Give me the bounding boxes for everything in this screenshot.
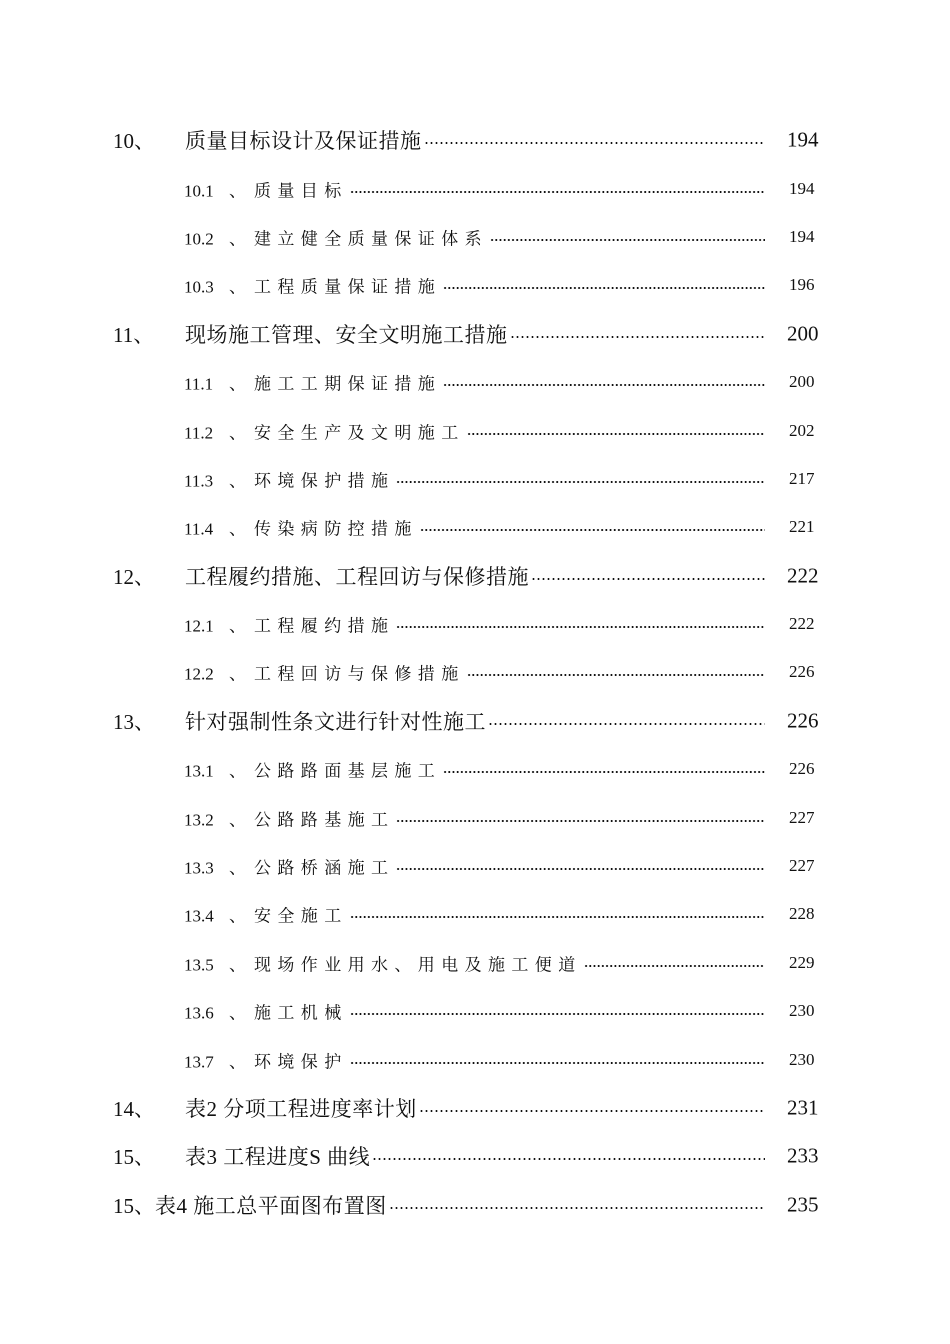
toc-entry-number: 11.3 xyxy=(184,471,214,491)
toc-entry-page-number: 235 xyxy=(787,1192,819,1217)
toc-entry-label xyxy=(184,515,418,540)
toc-subentry[interactable] xyxy=(0,261,950,309)
dot-leader xyxy=(396,481,765,483)
toc-entry[interactable] xyxy=(0,1181,950,1229)
toc-entry-title: 传染病防控措施 xyxy=(254,519,418,539)
toc-entry-title: 现场作业用水、用电及施工便道 xyxy=(254,955,582,975)
toc-subentry[interactable] xyxy=(0,358,950,406)
toc-entry-title: 安全施工 xyxy=(254,906,348,926)
toc-entry[interactable] xyxy=(0,697,950,745)
toc-entry[interactable] xyxy=(0,1132,950,1180)
toc-entry-title: 公路路面基层施工 xyxy=(254,761,442,781)
toc-entry-number: 10.1 xyxy=(184,181,214,201)
toc-entry-label xyxy=(184,854,394,879)
toc-entry-title: 表3 工程进度S 曲线 xyxy=(185,1145,371,1170)
toc-entry-number: 11.2 xyxy=(184,423,214,443)
toc-entry-page-number: 229 xyxy=(789,952,815,972)
toc-entry-label xyxy=(184,370,441,395)
toc-entry-number: 11.4 xyxy=(184,519,214,539)
toc-entry-number: 13.3 xyxy=(184,858,214,878)
toc-entry-separator: 、 xyxy=(229,423,246,443)
toc-entry-title: 表4 施工总平面图布置图 xyxy=(155,1193,387,1218)
toc-entry-separator: 、 xyxy=(229,471,246,491)
toc-entry-separator: 、 xyxy=(229,277,246,297)
toc-entry-label xyxy=(184,612,394,637)
toc-entry-number: 11.1 xyxy=(184,374,214,394)
dot-leader xyxy=(443,384,765,386)
toc-entry-label xyxy=(184,466,394,491)
toc-entry-page-number: 227 xyxy=(789,856,815,876)
toc-entry-title: 工程履约措施、工程回访与保修措施 xyxy=(185,564,529,589)
toc-entry-page-number: 221 xyxy=(789,517,815,537)
dot-leader xyxy=(419,1110,765,1112)
toc-entry-separator: 、 xyxy=(229,810,246,830)
dot-leader xyxy=(372,1158,765,1160)
toc-entry-title: 环境保护 xyxy=(254,1052,348,1072)
toc-subentry[interactable] xyxy=(0,890,950,938)
toc-entry-page-number: 222 xyxy=(787,563,819,588)
toc-entry-number: 14、 xyxy=(113,1097,155,1121)
toc-entry-separator: 、 xyxy=(229,1052,246,1072)
toc-entry-label xyxy=(184,805,394,830)
toc-entry-label xyxy=(184,950,582,975)
toc-subentry[interactable] xyxy=(0,455,950,503)
toc-entry-separator: 、 xyxy=(229,616,246,636)
toc-entry-label xyxy=(184,273,441,298)
dot-leader xyxy=(396,626,765,628)
toc-entry-page-number: 222 xyxy=(789,614,815,634)
toc-entry-separator: 、 xyxy=(229,906,246,926)
toc-entry-title: 公路路基施工 xyxy=(254,810,395,830)
dot-leader xyxy=(467,433,765,435)
toc-entry-label xyxy=(184,1047,348,1072)
toc-entry-separator: 、 xyxy=(229,761,246,781)
toc-entry-label xyxy=(184,660,465,685)
toc-subentry[interactable] xyxy=(0,1035,950,1083)
toc-entry-label xyxy=(184,902,348,927)
dot-leader xyxy=(424,142,766,144)
toc-entry-title: 现场施工管理、安全文明施工措施 xyxy=(185,322,508,347)
dot-leader xyxy=(510,336,766,338)
toc-entry-page-number: 200 xyxy=(789,372,815,392)
toc-entry-label xyxy=(184,418,465,443)
toc-entry-title: 表2 分项工程进度率计划 xyxy=(185,1097,417,1121)
toc-entry-title: 安全生产及文明施工 xyxy=(254,423,465,443)
toc-entry-title: 工程质量保证措施 xyxy=(254,277,442,297)
toc-entry-number: 13.5 xyxy=(184,955,214,975)
toc-entry-title: 施工机械 xyxy=(254,1003,348,1023)
dot-leader xyxy=(350,1013,765,1015)
toc-entry-label xyxy=(184,176,348,201)
toc-entry-page-number: 196 xyxy=(789,275,815,295)
toc-entry-label xyxy=(113,561,529,591)
toc-entry-page-number: 194 xyxy=(789,178,815,198)
toc-subentry[interactable] xyxy=(0,406,950,454)
dot-leader xyxy=(350,916,765,918)
toc-entry-page-number: 233 xyxy=(787,1143,819,1168)
dot-leader xyxy=(467,674,765,676)
toc-subentry[interactable] xyxy=(0,600,950,648)
toc-entry-page-number: 194 xyxy=(789,226,815,246)
toc-entry-number: 15、 xyxy=(113,1193,155,1218)
toc-subentry[interactable] xyxy=(0,793,950,841)
dot-leader xyxy=(584,965,765,967)
toc-entry-title: 工程履约措施 xyxy=(254,616,395,636)
toc-entry-page-number: 226 xyxy=(787,708,819,733)
toc-entry-number: 13.1 xyxy=(184,761,214,781)
toc-entry-separator: 、 xyxy=(229,664,246,684)
toc-entry-number: 12.1 xyxy=(184,616,214,636)
toc-entry-number: 15、 xyxy=(113,1145,155,1170)
toc-entry-separator: 、 xyxy=(229,955,246,975)
toc-entry-separator: 、 xyxy=(229,181,246,201)
toc-entry-page-number: 228 xyxy=(789,904,815,924)
toc-entry-number: 10.2 xyxy=(184,229,214,249)
toc-entry-separator: 、 xyxy=(229,1003,246,1023)
toc-entry-label xyxy=(113,319,508,349)
toc-entry-number: 11、 xyxy=(113,322,155,347)
dot-leader xyxy=(420,529,765,531)
toc-entry[interactable] xyxy=(0,116,950,164)
toc-subentry[interactable] xyxy=(0,842,950,890)
toc-entry-number: 13.4 xyxy=(184,906,214,926)
toc-entry-number: 13.2 xyxy=(184,810,214,830)
toc-entry-number: 10、 xyxy=(113,129,155,154)
toc-entry-number: 12、 xyxy=(113,564,155,589)
dot-leader xyxy=(443,771,765,773)
toc-subentry[interactable] xyxy=(0,987,950,1035)
dot-leader xyxy=(490,239,765,241)
dot-leader xyxy=(389,1207,765,1209)
toc-entry-page-number: 226 xyxy=(789,662,815,682)
toc-entry[interactable] xyxy=(0,310,950,358)
toc-entry-separator: 、 xyxy=(229,229,246,249)
dot-leader xyxy=(531,578,765,580)
toc-entry-separator: 、 xyxy=(229,858,246,878)
toc-entry-title: 建立健全质量保证体系 xyxy=(254,229,488,249)
toc-entry-page-number: 217 xyxy=(789,468,815,488)
toc-subentry[interactable] xyxy=(0,648,950,696)
toc-entry-separator: 、 xyxy=(229,374,246,394)
toc-entry-title: 针对强制性条文进行针对性施工 xyxy=(185,709,486,734)
toc-entry-label xyxy=(184,757,441,782)
toc-entry-label xyxy=(184,999,348,1024)
toc-entry-page-number: 227 xyxy=(789,807,815,827)
dot-leader xyxy=(443,287,765,289)
toc-entry-title: 环境保护措施 xyxy=(254,471,395,491)
table-of-contents xyxy=(0,116,950,1229)
toc-entry[interactable] xyxy=(0,552,950,600)
toc-subentry[interactable] xyxy=(0,503,950,551)
toc-entry-page-number: 202 xyxy=(789,420,815,440)
toc-entry-label xyxy=(113,706,486,736)
toc-entry-number: 13.7 xyxy=(184,1052,214,1072)
dot-leader xyxy=(396,868,765,870)
toc-entry-page-number: 194 xyxy=(787,127,819,152)
toc-entry-title: 施工工期保证措施 xyxy=(254,374,442,394)
toc-entry-number: 13.6 xyxy=(184,1003,214,1023)
toc-entry[interactable] xyxy=(0,1084,950,1132)
toc-entry-number: 13、 xyxy=(113,709,155,734)
toc-subentry[interactable] xyxy=(0,213,950,261)
toc-entry-separator: 、 xyxy=(229,519,246,539)
dot-leader xyxy=(396,820,765,822)
toc-entry-label xyxy=(184,224,488,249)
toc-entry-label xyxy=(113,1093,417,1123)
dot-leader xyxy=(350,191,765,193)
dot-leader xyxy=(488,723,765,725)
toc-entry-page-number: 226 xyxy=(789,759,815,779)
toc-subentry[interactable] xyxy=(0,745,950,793)
toc-entry-title: 质量目标 xyxy=(254,181,348,201)
toc-entry-number: 12.2 xyxy=(184,664,214,684)
toc-entry-page-number: 200 xyxy=(787,321,819,346)
toc-entry-page-number: 231 xyxy=(787,1095,819,1120)
toc-entry-label xyxy=(113,125,422,155)
dot-leader xyxy=(350,1062,765,1064)
toc-entry-label xyxy=(113,1141,370,1171)
toc-entry-page-number: 230 xyxy=(789,1001,815,1021)
toc-entry-number: 10.3 xyxy=(184,277,214,297)
toc-entry-title: 质量目标设计及保证措施 xyxy=(185,129,422,154)
toc-subentry[interactable] xyxy=(0,939,950,987)
toc-subentry[interactable] xyxy=(0,164,950,212)
toc-entry-label xyxy=(113,1190,387,1220)
toc-entry-title: 工程回访与保修措施 xyxy=(254,664,465,684)
toc-entry-page-number: 230 xyxy=(789,1049,815,1069)
toc-entry-title: 公路桥涵施工 xyxy=(254,858,395,878)
